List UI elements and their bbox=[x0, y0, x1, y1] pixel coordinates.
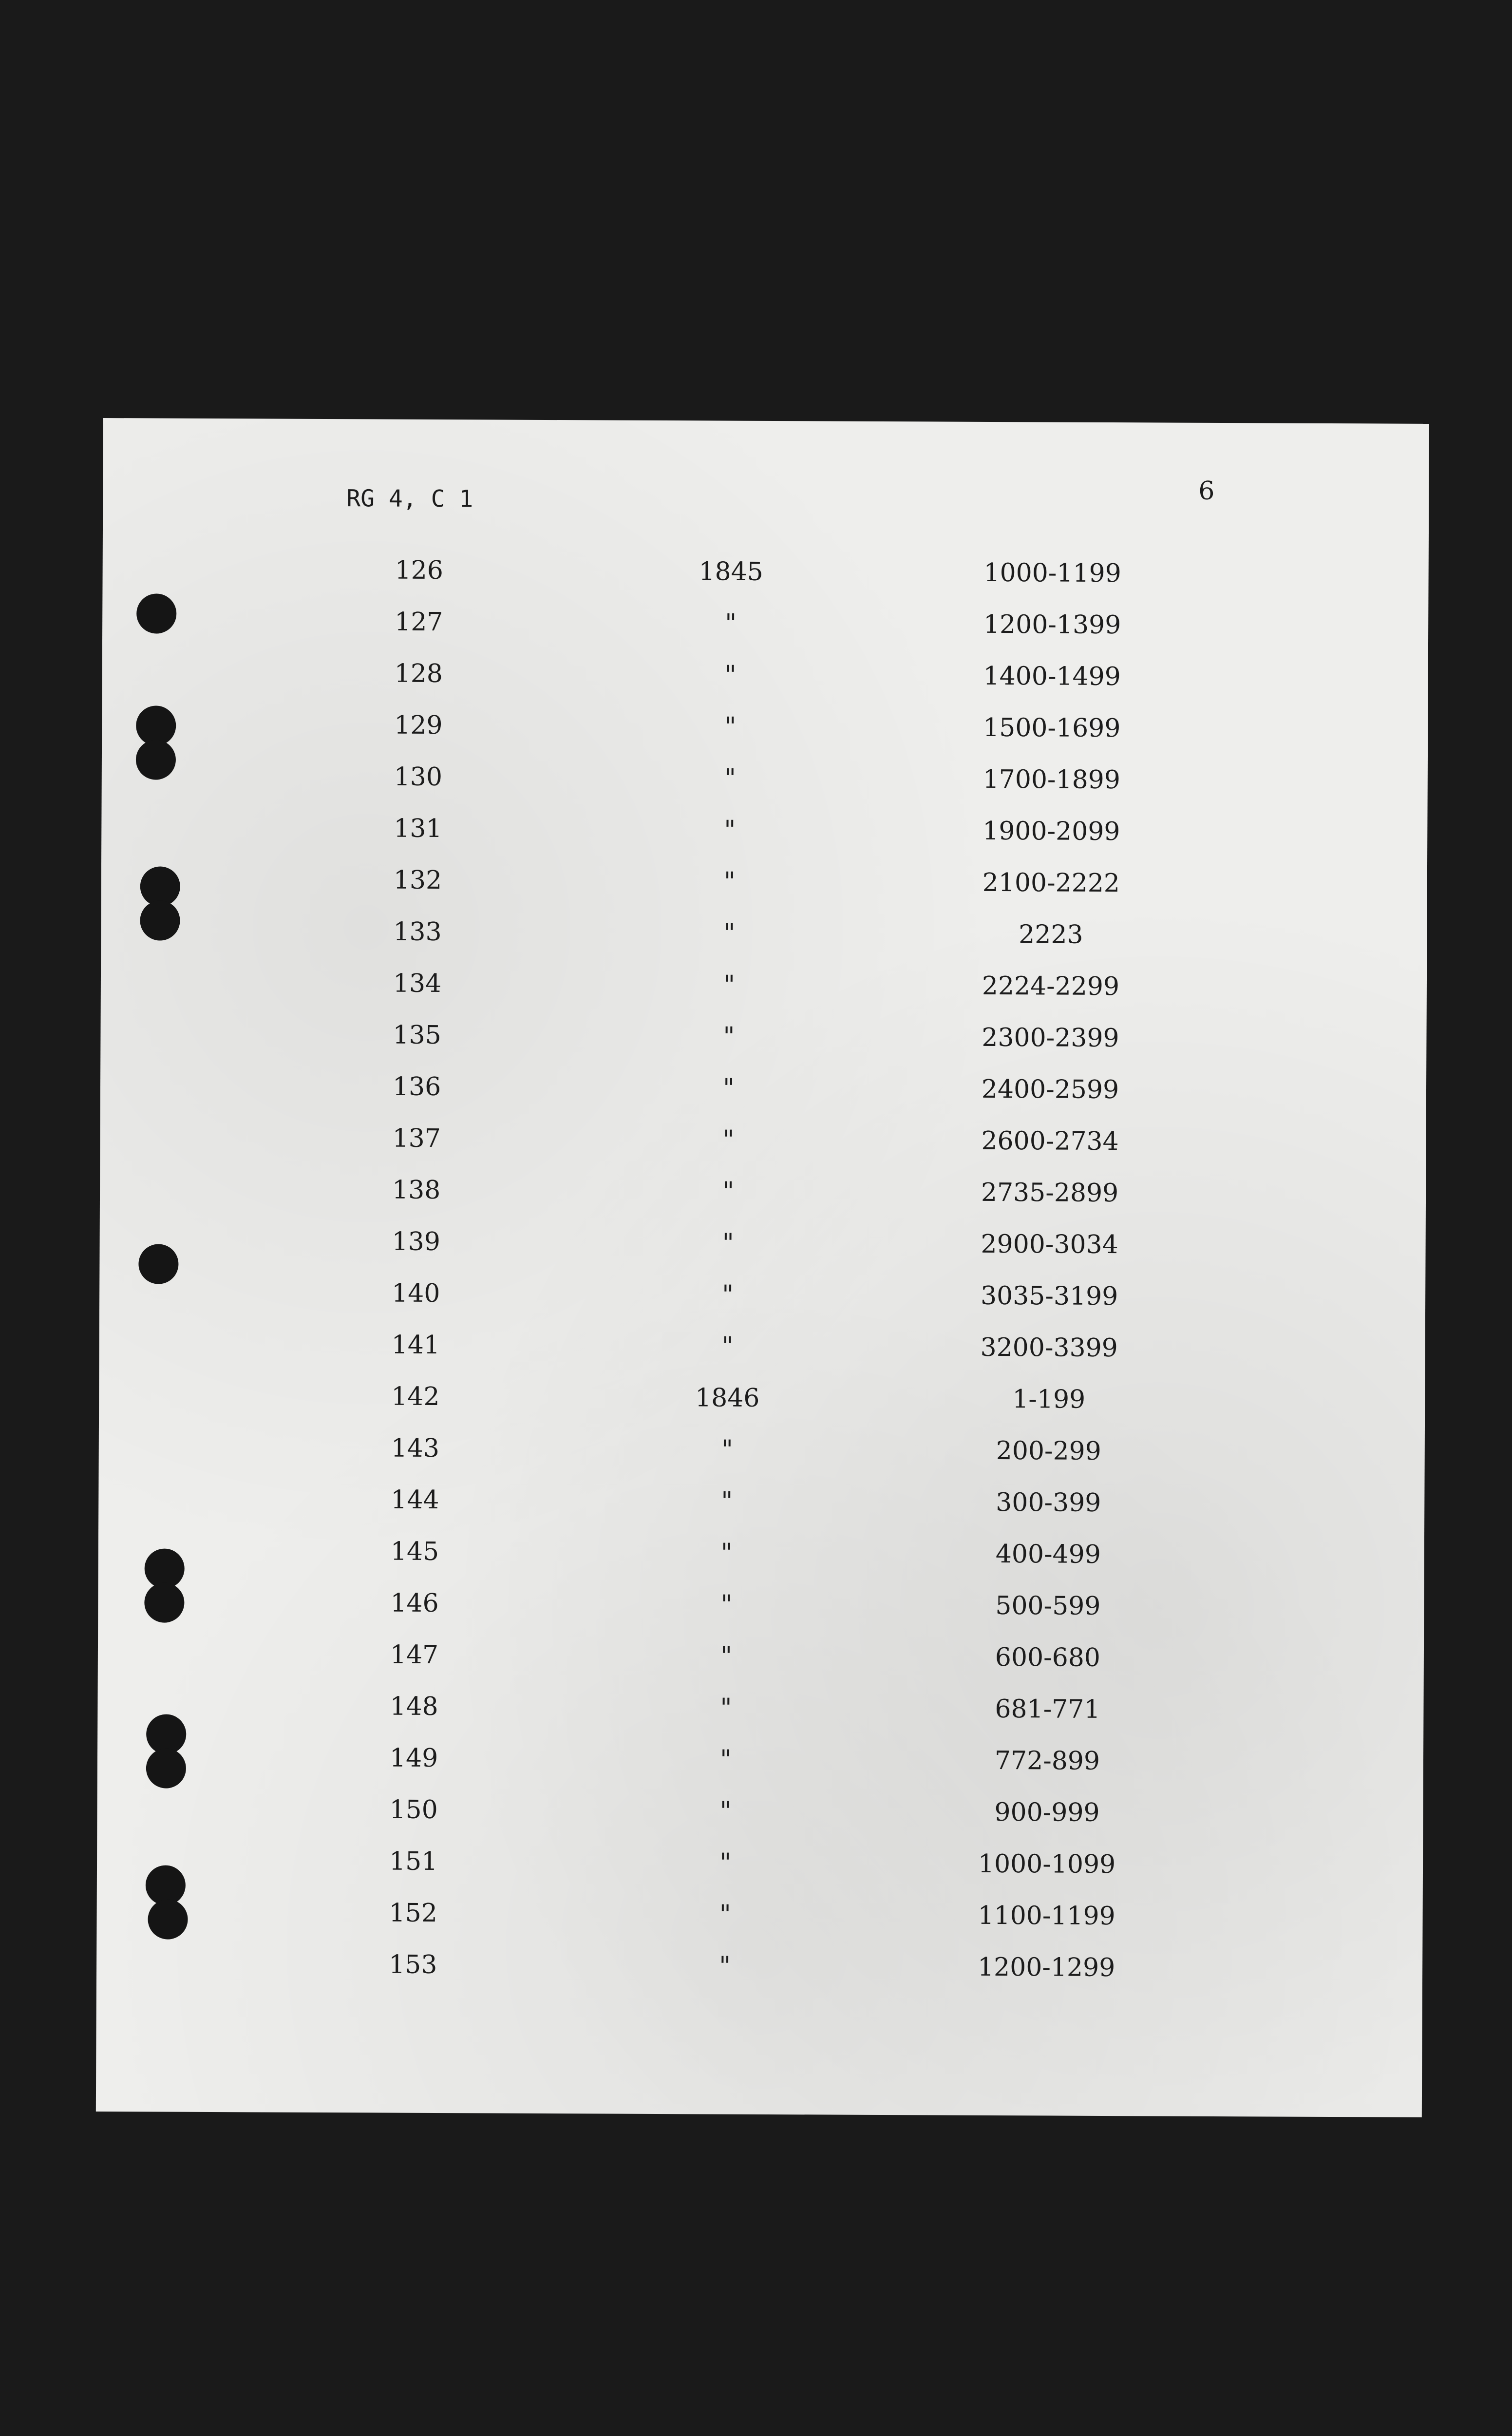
record-group-reference: RG 4, C 1 bbox=[346, 485, 473, 513]
year-cell: " bbox=[724, 712, 737, 742]
range-cell: 2300-2399 bbox=[982, 1023, 1119, 1053]
table-row bbox=[102, 658, 1428, 715]
table-row bbox=[101, 813, 1427, 870]
range-cell: 3200-3399 bbox=[980, 1332, 1118, 1363]
range-cell: 1200-1299 bbox=[977, 1952, 1115, 1983]
year-cell: " bbox=[719, 1900, 731, 1929]
table-row bbox=[102, 554, 1428, 612]
volume-number: 150 bbox=[389, 1795, 438, 1825]
year-cell: " bbox=[722, 1177, 735, 1206]
year-cell: " bbox=[721, 1486, 733, 1516]
year-cell: " bbox=[724, 763, 736, 793]
table-row bbox=[99, 1277, 1425, 1335]
year-cell: " bbox=[721, 1435, 733, 1465]
range-cell: 2224-2299 bbox=[982, 971, 1120, 1002]
range-cell: 772-899 bbox=[994, 1746, 1100, 1776]
table-row bbox=[98, 1432, 1424, 1490]
table-row bbox=[98, 1639, 1424, 1696]
range-cell: 200-299 bbox=[996, 1436, 1101, 1466]
volume-number: 129 bbox=[394, 710, 443, 741]
table-row bbox=[100, 1019, 1426, 1077]
table-row bbox=[97, 1846, 1423, 1903]
year-cell: " bbox=[719, 1796, 732, 1826]
volume-number: 133 bbox=[393, 917, 442, 947]
table-row bbox=[101, 761, 1427, 818]
year-cell: " bbox=[724, 660, 737, 690]
year-cell: " bbox=[725, 609, 737, 638]
volume-number: 126 bbox=[395, 555, 444, 586]
table-row bbox=[98, 1484, 1424, 1542]
range-cell: 1900-2099 bbox=[983, 816, 1120, 847]
table-row bbox=[101, 968, 1427, 1025]
year-cell: " bbox=[720, 1641, 733, 1671]
year-cell: " bbox=[719, 1745, 732, 1774]
range-cell: 2223 bbox=[1019, 920, 1083, 950]
range-cell: 681-771 bbox=[995, 1694, 1100, 1724]
volume-number: 138 bbox=[392, 1175, 441, 1205]
volume-number: 140 bbox=[392, 1278, 440, 1309]
year-cell: " bbox=[722, 1073, 735, 1103]
table-row bbox=[101, 916, 1427, 973]
range-cell: 2900-3034 bbox=[981, 1229, 1118, 1260]
table-row bbox=[102, 709, 1428, 767]
table-row bbox=[99, 1226, 1425, 1283]
range-cell: 1400-1499 bbox=[983, 661, 1121, 692]
range-cell: 1100-1199 bbox=[978, 1901, 1115, 1931]
range-cell: 500-599 bbox=[995, 1591, 1101, 1621]
table-row bbox=[102, 606, 1428, 664]
table-row bbox=[100, 1123, 1426, 1180]
year-cell: " bbox=[723, 970, 736, 1000]
volume-table bbox=[96, 554, 1429, 2006]
volume-number: 142 bbox=[391, 1382, 440, 1412]
volume-number: 145 bbox=[390, 1537, 439, 1567]
range-cell: 3035-3199 bbox=[980, 1281, 1118, 1312]
volume-number: 153 bbox=[389, 1950, 437, 1980]
year-cell: " bbox=[722, 1228, 734, 1258]
table-row bbox=[100, 1174, 1426, 1232]
volume-number: 143 bbox=[391, 1433, 440, 1464]
range-cell: 1500-1699 bbox=[983, 713, 1121, 743]
volume-number: 134 bbox=[393, 969, 442, 999]
year-cell: " bbox=[723, 1022, 735, 1051]
volume-number: 151 bbox=[389, 1846, 438, 1877]
volume-number: 128 bbox=[394, 659, 443, 689]
volume-number: 146 bbox=[390, 1588, 439, 1618]
table-row bbox=[100, 1071, 1426, 1128]
volume-number: 149 bbox=[389, 1743, 438, 1773]
year-cell: 1845 bbox=[699, 557, 763, 587]
document-page bbox=[96, 418, 1429, 2117]
year-cell: " bbox=[720, 1590, 733, 1619]
table-row bbox=[101, 864, 1427, 922]
table-row bbox=[96, 1949, 1422, 2006]
range-cell: 2600-2734 bbox=[981, 1126, 1119, 1157]
table-row bbox=[97, 1742, 1423, 1800]
volume-number: 135 bbox=[393, 1020, 441, 1050]
year-cell: " bbox=[723, 867, 736, 896]
range-cell: 300-399 bbox=[996, 1488, 1101, 1518]
range-cell: 2735-2899 bbox=[981, 1178, 1119, 1208]
range-cell: 1000-1199 bbox=[983, 558, 1121, 589]
volume-number: 127 bbox=[395, 607, 443, 637]
year-cell: " bbox=[722, 1280, 734, 1310]
table-row bbox=[97, 1794, 1423, 1851]
year-cell: 1846 bbox=[695, 1383, 760, 1413]
year-cell: " bbox=[723, 918, 736, 948]
volume-number: 144 bbox=[391, 1485, 439, 1515]
range-cell: 1200-1399 bbox=[983, 609, 1121, 640]
table-row bbox=[98, 1587, 1424, 1645]
volume-number: 130 bbox=[394, 762, 443, 792]
range-cell: 2100-2222 bbox=[982, 868, 1120, 898]
table-row bbox=[99, 1329, 1425, 1387]
volume-number: 148 bbox=[390, 1692, 438, 1722]
year-cell: " bbox=[722, 1125, 735, 1155]
volume-number: 136 bbox=[392, 1072, 441, 1102]
volume-number: 137 bbox=[392, 1123, 441, 1154]
range-cell: 1700-1899 bbox=[983, 764, 1121, 795]
range-cell: 2400-2599 bbox=[981, 1074, 1119, 1105]
volume-number: 147 bbox=[390, 1640, 439, 1670]
volume-number: 141 bbox=[391, 1330, 440, 1360]
range-cell: 400-499 bbox=[995, 1540, 1101, 1569]
year-cell: " bbox=[720, 1693, 732, 1723]
page-number: 6 bbox=[1198, 476, 1215, 506]
table-row bbox=[98, 1536, 1424, 1593]
table-row bbox=[96, 1897, 1422, 1955]
volume-number: 139 bbox=[392, 1227, 441, 1257]
year-cell: " bbox=[720, 1538, 733, 1568]
range-cell: 900-999 bbox=[994, 1798, 1100, 1827]
year-cell: " bbox=[724, 815, 736, 845]
table-row bbox=[99, 1381, 1425, 1438]
range-cell: 1-199 bbox=[1012, 1385, 1086, 1414]
range-cell: 1000-1099 bbox=[978, 1849, 1116, 1880]
year-cell: " bbox=[721, 1332, 734, 1361]
year-cell: " bbox=[719, 1848, 732, 1878]
range-cell: 600-680 bbox=[995, 1643, 1101, 1673]
year-cell: " bbox=[719, 1951, 731, 1981]
volume-number: 152 bbox=[389, 1898, 438, 1928]
table-row bbox=[97, 1691, 1423, 1748]
volume-number: 132 bbox=[393, 865, 442, 895]
volume-number: 131 bbox=[394, 814, 442, 844]
